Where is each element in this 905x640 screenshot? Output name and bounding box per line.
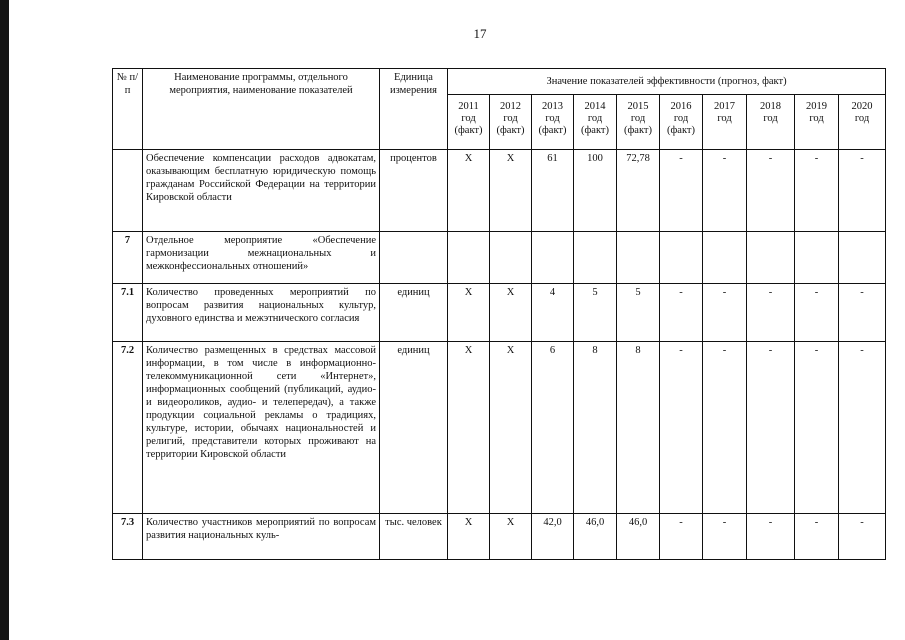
row-number: 7 xyxy=(113,232,143,284)
header-year-line: (факт) xyxy=(496,125,525,136)
table-row xyxy=(113,150,886,232)
table-row xyxy=(113,232,886,284)
indicator-value: - xyxy=(660,150,703,232)
indicator-value xyxy=(660,232,703,284)
header-year-line: 2013 xyxy=(542,101,563,112)
header-year-line: 2018 xyxy=(760,101,781,112)
indicator-value: 8 xyxy=(574,342,617,514)
indicator-value: Х xyxy=(448,284,490,342)
indicator-value xyxy=(448,232,490,284)
indicator-value: - xyxy=(839,150,886,232)
header-year-line: 2012 xyxy=(500,101,521,112)
indicator-value: 61 xyxy=(532,150,574,232)
indicator-value: 46,0 xyxy=(617,514,660,560)
row-number: 7.2 xyxy=(113,342,143,514)
page-number: 17 xyxy=(473,26,487,41)
indicator-value: - xyxy=(839,514,886,560)
indicator-value xyxy=(617,232,660,284)
header-year-2012 xyxy=(490,95,532,150)
header-year-line: год xyxy=(545,113,560,124)
indicator-value: Х xyxy=(490,342,532,514)
header-num: № п/п xyxy=(113,69,143,150)
row-number: 7.1 xyxy=(113,284,143,342)
header-year-line: 2019 xyxy=(806,101,827,112)
header-year-line: 2016 xyxy=(670,101,692,112)
header-year-line: 2014 xyxy=(584,101,606,112)
indicator-value: 4 xyxy=(532,284,574,342)
indicator-value: - xyxy=(703,342,747,514)
header-values: Значение показателей эффективности (прогноз, факт) xyxy=(448,69,886,95)
indicator-value: Х xyxy=(448,150,490,232)
row-number: 7.3 xyxy=(113,514,143,560)
indicator-value: - xyxy=(839,342,886,514)
header-year-2015 xyxy=(617,95,660,150)
indicator-value: - xyxy=(703,150,747,232)
indicators-table xyxy=(112,68,886,560)
indicator-value: - xyxy=(747,514,795,560)
indicator-value: - xyxy=(660,514,703,560)
indicator-value xyxy=(703,232,747,284)
indicator-value: 72,78 xyxy=(617,150,660,232)
unit-of-measure xyxy=(380,232,448,284)
scan-edge-bar xyxy=(0,0,9,640)
header-year-line: 2015 xyxy=(627,101,649,112)
indicator-name: Количество проведенных мероприятий по вопросам развития национальных культур, духовного единства и межэтнического согласия xyxy=(143,284,380,342)
indicator-name: Количество размещенных в средствах массовой информации, в том числе в информационно-телекоммуникационной сети «Интернет», информационных сообщений (публикаций, аудио- и видеороликов, аудио- и телепередач), а также продукции социальной рекламы о традициях, культуре, истории, обычаях национальностей и религий, представители которых проживают на территории Кировской области xyxy=(143,342,380,514)
header-year-2019 xyxy=(795,95,839,150)
indicator-value: - xyxy=(795,514,839,560)
indicator-name: Количество участников мероприятий по вопросам развития национальных куль- xyxy=(143,514,380,560)
indicator-value: Х xyxy=(490,514,532,560)
indicator-value: - xyxy=(747,284,795,342)
header-year-2017 xyxy=(703,95,747,150)
indicator-value: - xyxy=(747,150,795,232)
header-year-line: (факт) xyxy=(580,125,609,136)
indicator-value: - xyxy=(660,284,703,342)
header-year-line: год xyxy=(809,113,824,124)
indicator-value: - xyxy=(660,342,703,514)
header-year-line: год xyxy=(763,113,778,124)
header-year-line: год xyxy=(587,113,603,124)
indicator-value: 5 xyxy=(574,284,617,342)
indicator-value: Х xyxy=(448,514,490,560)
header-year-line xyxy=(749,125,792,137)
header-year-line: год xyxy=(717,113,732,124)
indicator-name: Обеспечение компенсации расходов адвокатам, оказывающим бесплатную юридическую помощь гражданам Российской Федерации на территории Кировской области xyxy=(143,150,380,232)
indicator-value xyxy=(747,232,795,284)
indicator-value: 100 xyxy=(574,150,617,232)
header-name: Наименование программы, отдельного мероприятия, наименование показателей xyxy=(143,69,380,150)
row-number xyxy=(113,150,143,232)
indicator-value: 46,0 xyxy=(574,514,617,560)
table-row xyxy=(113,342,886,514)
indicator-value: 5 xyxy=(617,284,660,342)
unit-of-measure: единиц xyxy=(380,284,448,342)
unit-of-measure: процентов xyxy=(380,150,448,232)
indicator-value: - xyxy=(839,284,886,342)
header-year-line xyxy=(705,125,744,137)
unit-of-measure: единиц xyxy=(380,342,448,514)
header-year-line: (факт) xyxy=(623,125,652,136)
indicator-value: - xyxy=(703,514,747,560)
indicator-value: - xyxy=(795,342,839,514)
indicator-value: - xyxy=(795,150,839,232)
indicator-value: 6 xyxy=(532,342,574,514)
indicator-value: Х xyxy=(448,342,490,514)
header-year-2011 xyxy=(448,95,490,150)
indicator-value xyxy=(795,232,839,284)
indicator-value: Х xyxy=(490,284,532,342)
header-year-line xyxy=(841,125,883,137)
indicator-name: Отдельное мероприятие «Обеспечение гармонизации межнациональных и межконфессиональных отношений» xyxy=(143,232,380,284)
header-unit: Единица измерения xyxy=(380,69,448,150)
indicator-value: Х xyxy=(490,150,532,232)
header-year-2020 xyxy=(839,95,886,150)
table-row xyxy=(113,284,886,342)
indicator-value: - xyxy=(795,284,839,342)
header-year-line: год xyxy=(630,113,646,124)
indicator-value: - xyxy=(747,342,795,514)
indicator-value: - xyxy=(703,284,747,342)
unit-of-measure: тыс. человек xyxy=(380,514,448,560)
table-row xyxy=(113,514,886,560)
indicator-value xyxy=(574,232,617,284)
header-year-line: (факт) xyxy=(538,125,567,136)
header-year-2014 xyxy=(574,95,617,150)
header-year-line: год xyxy=(503,113,518,124)
header-year-line: 2011 xyxy=(458,101,479,112)
indicator-value: 42,0 xyxy=(532,514,574,560)
indicator-value xyxy=(839,232,886,284)
indicator-value xyxy=(490,232,532,284)
header-year-line: год xyxy=(461,113,476,124)
header-year-line: 2017 xyxy=(714,101,735,112)
header-year-line: год xyxy=(673,113,689,124)
header-year-2018 xyxy=(747,95,795,150)
header-year-line: 2020 xyxy=(851,101,873,112)
header-year-2016 xyxy=(660,95,703,150)
header-year-line xyxy=(797,125,836,137)
indicator-value: 8 xyxy=(617,342,660,514)
header-year-2013 xyxy=(532,95,574,150)
header-year-line: (факт) xyxy=(666,125,695,136)
indicator-value xyxy=(532,232,574,284)
header-year-line: год xyxy=(854,113,870,124)
header-year-line: (факт) xyxy=(454,125,483,136)
